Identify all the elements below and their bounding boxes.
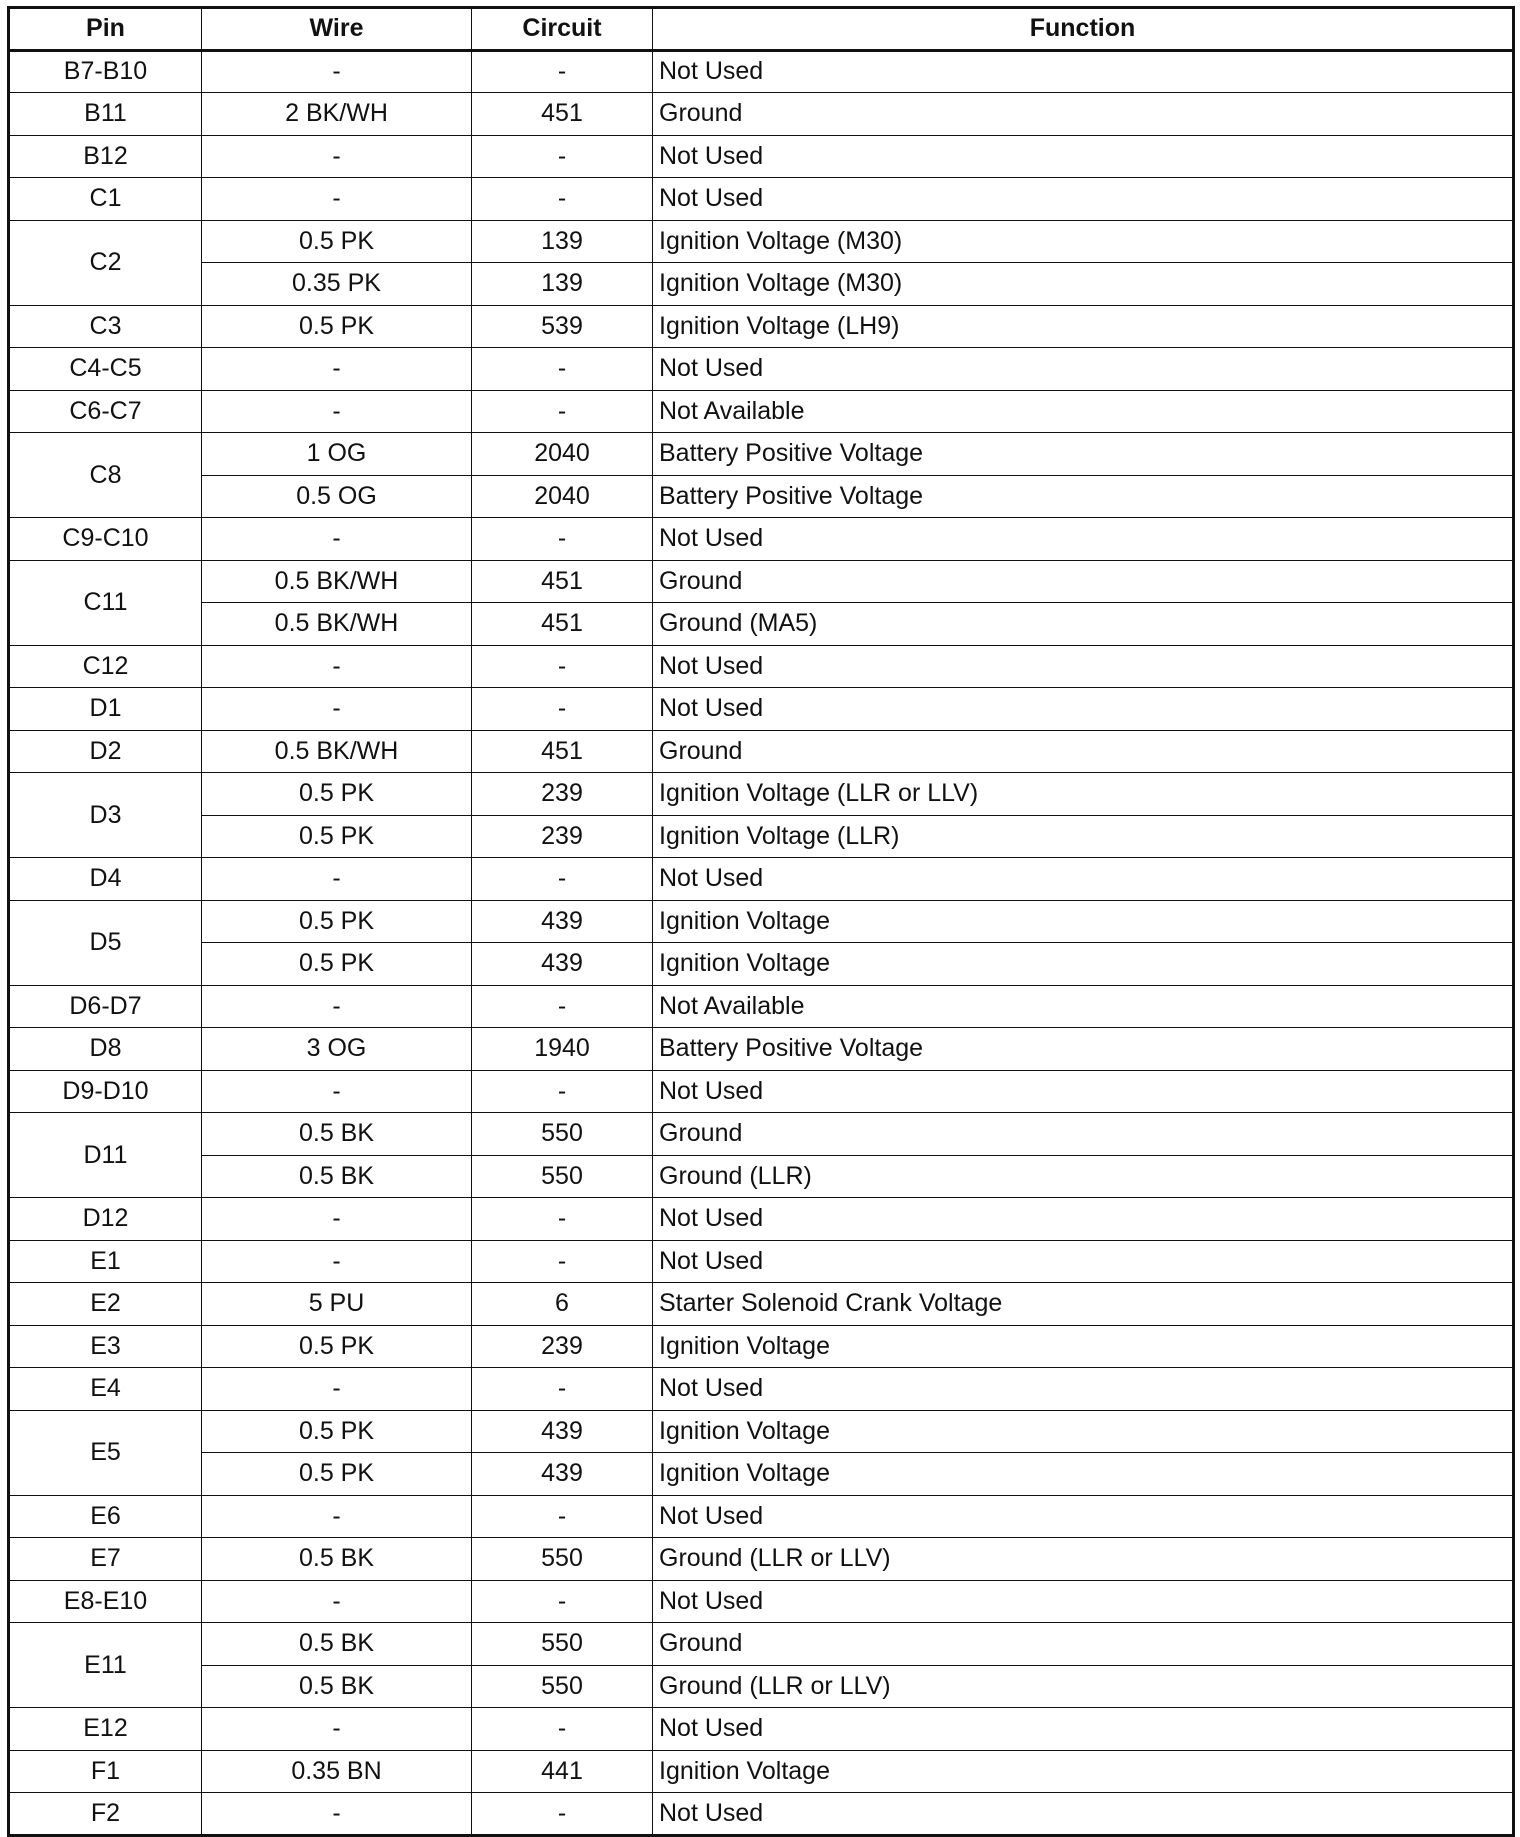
wire-cell: 0.5 BK/WH xyxy=(202,560,472,603)
function-cell: Ground xyxy=(653,730,1514,773)
function-cell: Ground xyxy=(653,93,1514,136)
table-row xyxy=(9,815,1514,858)
table-row xyxy=(9,518,1514,561)
wire-cell: 0.5 PK xyxy=(202,943,472,986)
table-row xyxy=(9,263,1514,306)
wire-cell: 0.5 PK xyxy=(202,220,472,263)
function-cell: Not Used xyxy=(653,1580,1514,1623)
function-cell: Ignition Voltage (M30) xyxy=(653,263,1514,306)
table-row xyxy=(9,603,1514,646)
pin-cell: B12 xyxy=(9,135,202,178)
circuit-cell: 550 xyxy=(472,1155,653,1198)
column-header-function: Function xyxy=(653,8,1514,51)
function-cell: Not Used xyxy=(653,50,1514,93)
circuit-cell: 441 xyxy=(472,1750,653,1793)
circuit-cell: - xyxy=(472,348,653,391)
circuit-cell: - xyxy=(472,390,653,433)
circuit-cell: 2040 xyxy=(472,433,653,476)
table-row xyxy=(9,1028,1514,1071)
pin-cell: C12 xyxy=(9,645,202,688)
pin-cell: D8 xyxy=(9,1028,202,1071)
circuit-cell: 2040 xyxy=(472,475,653,518)
circuit-cell: 451 xyxy=(472,603,653,646)
pin-cell: D9-D10 xyxy=(9,1070,202,1113)
column-header-circuit: Circuit xyxy=(472,8,653,51)
circuit-cell: - xyxy=(472,1708,653,1751)
wire-cell: 3 OG xyxy=(202,1028,472,1071)
pin-cell: E12 xyxy=(9,1708,202,1751)
circuit-cell: 6 xyxy=(472,1283,653,1326)
table-row xyxy=(9,1750,1514,1793)
function-cell: Ignition Voltage xyxy=(653,1750,1514,1793)
function-cell: Not Used xyxy=(653,1240,1514,1283)
wire-cell: - xyxy=(202,135,472,178)
table-row xyxy=(9,773,1514,816)
table-row xyxy=(9,1708,1514,1751)
table-row xyxy=(9,1113,1514,1156)
circuit-cell: - xyxy=(472,645,653,688)
wire-cell: 0.5 BK xyxy=(202,1665,472,1708)
wire-cell: 0.5 BK xyxy=(202,1155,472,1198)
circuit-cell: 439 xyxy=(472,943,653,986)
wire-cell: 0.35 PK xyxy=(202,263,472,306)
wire-cell: - xyxy=(202,1793,472,1836)
wire-cell: 5 PU xyxy=(202,1283,472,1326)
function-cell: Ignition Voltage (LLR) xyxy=(653,815,1514,858)
table-row xyxy=(9,348,1514,391)
wire-cell: - xyxy=(202,178,472,221)
function-cell: Ignition Voltage (LLR or LLV) xyxy=(653,773,1514,816)
function-cell: Ignition Voltage (M30) xyxy=(653,220,1514,263)
circuit-cell: 439 xyxy=(472,900,653,943)
pin-cell: B7-B10 xyxy=(9,50,202,93)
table-row xyxy=(9,645,1514,688)
function-cell: Battery Positive Voltage xyxy=(653,433,1514,476)
circuit-cell: - xyxy=(472,985,653,1028)
table-row xyxy=(9,1495,1514,1538)
pin-cell: C6-C7 xyxy=(9,390,202,433)
circuit-cell: - xyxy=(472,518,653,561)
wire-cell: 0.5 PK xyxy=(202,305,472,348)
table-row xyxy=(9,1198,1514,1241)
wire-cell: - xyxy=(202,1240,472,1283)
function-cell: Not Available xyxy=(653,985,1514,1028)
circuit-cell: 239 xyxy=(472,815,653,858)
pin-cell: D11 xyxy=(9,1113,202,1198)
wire-cell: - xyxy=(202,1495,472,1538)
function-cell: Ignition Voltage (LH9) xyxy=(653,305,1514,348)
function-cell: Not Available xyxy=(653,390,1514,433)
table-row xyxy=(9,1325,1514,1368)
circuit-cell: - xyxy=(472,1580,653,1623)
table-row xyxy=(9,688,1514,731)
wire-cell: 0.5 BK/WH xyxy=(202,730,472,773)
wire-cell: 0.5 PK xyxy=(202,1410,472,1453)
circuit-cell: - xyxy=(472,1495,653,1538)
pin-cell: C8 xyxy=(9,433,202,518)
function-cell: Ignition Voltage xyxy=(653,1410,1514,1453)
table-row xyxy=(9,943,1514,986)
table-row xyxy=(9,730,1514,773)
table-row xyxy=(9,50,1514,93)
wire-cell: - xyxy=(202,390,472,433)
wire-cell: 2 BK/WH xyxy=(202,93,472,136)
wire-cell: - xyxy=(202,50,472,93)
table-header-row xyxy=(9,8,1514,51)
function-cell: Ignition Voltage xyxy=(653,1453,1514,1496)
circuit-cell: - xyxy=(472,1368,653,1411)
function-cell: Ground (LLR) xyxy=(653,1155,1514,1198)
column-header-wire: Wire xyxy=(202,8,472,51)
circuit-cell: - xyxy=(472,1198,653,1241)
wire-cell: 0.5 PK xyxy=(202,1325,472,1368)
wire-cell: - xyxy=(202,985,472,1028)
column-header-pin: Pin xyxy=(9,8,202,51)
pin-cell: D12 xyxy=(9,1198,202,1241)
wire-cell: 0.5 PK xyxy=(202,773,472,816)
wire-cell: 0.35 BN xyxy=(202,1750,472,1793)
function-cell: Not Used xyxy=(653,1793,1514,1836)
function-cell: Battery Positive Voltage xyxy=(653,475,1514,518)
wire-cell: 0.5 BK xyxy=(202,1623,472,1666)
table-row xyxy=(9,1283,1514,1326)
pin-cell: C11 xyxy=(9,560,202,645)
wire-cell: - xyxy=(202,518,472,561)
function-cell: Not Used xyxy=(653,518,1514,561)
circuit-cell: 451 xyxy=(472,93,653,136)
pin-cell: F1 xyxy=(9,1750,202,1793)
table-row xyxy=(9,1665,1514,1708)
pinout-table xyxy=(7,6,1515,1837)
pin-cell: D1 xyxy=(9,688,202,731)
table-row xyxy=(9,1155,1514,1198)
wire-cell: 1 OG xyxy=(202,433,472,476)
pin-cell: C1 xyxy=(9,178,202,221)
wire-cell: - xyxy=(202,688,472,731)
circuit-cell: 451 xyxy=(472,560,653,603)
wire-cell: 0.5 BK xyxy=(202,1113,472,1156)
circuit-cell: - xyxy=(472,688,653,731)
circuit-cell: - xyxy=(472,858,653,901)
table-row xyxy=(9,135,1514,178)
table-row xyxy=(9,1623,1514,1666)
pin-cell: E8-E10 xyxy=(9,1580,202,1623)
pin-cell: D6-D7 xyxy=(9,985,202,1028)
circuit-cell: 1940 xyxy=(472,1028,653,1071)
circuit-cell: - xyxy=(472,135,653,178)
pin-cell: C4-C5 xyxy=(9,348,202,391)
function-cell: Not Used xyxy=(653,1708,1514,1751)
circuit-cell: 139 xyxy=(472,220,653,263)
wire-cell: - xyxy=(202,1070,472,1113)
circuit-cell: 239 xyxy=(472,1325,653,1368)
circuit-cell: - xyxy=(472,1240,653,1283)
table-body xyxy=(9,50,1514,1835)
pin-cell: B11 xyxy=(9,93,202,136)
wire-cell: 0.5 PK xyxy=(202,815,472,858)
function-cell: Ground (LLR or LLV) xyxy=(653,1665,1514,1708)
pin-cell: F2 xyxy=(9,1793,202,1836)
function-cell: Ignition Voltage xyxy=(653,1325,1514,1368)
function-cell: Not Used xyxy=(653,178,1514,221)
pin-cell: E1 xyxy=(9,1240,202,1283)
wire-cell: - xyxy=(202,1708,472,1751)
wire-cell: - xyxy=(202,645,472,688)
function-cell: Ground xyxy=(653,1623,1514,1666)
table-row xyxy=(9,1538,1514,1581)
function-cell: Ground (LLR or LLV) xyxy=(653,1538,1514,1581)
table-row xyxy=(9,560,1514,603)
table-row xyxy=(9,1240,1514,1283)
function-cell: Not Used xyxy=(653,858,1514,901)
wire-cell: 0.5 BK xyxy=(202,1538,472,1581)
table-row xyxy=(9,220,1514,263)
function-cell: Not Used xyxy=(653,1495,1514,1538)
pin-cell: C9-C10 xyxy=(9,518,202,561)
circuit-cell: - xyxy=(472,50,653,93)
circuit-cell: 139 xyxy=(472,263,653,306)
table-row xyxy=(9,305,1514,348)
pin-cell: E11 xyxy=(9,1623,202,1708)
table-row xyxy=(9,433,1514,476)
circuit-cell: 439 xyxy=(472,1453,653,1496)
pin-cell: E4 xyxy=(9,1368,202,1411)
function-cell: Ignition Voltage xyxy=(653,900,1514,943)
pin-cell: E2 xyxy=(9,1283,202,1326)
function-cell: Ground (MA5) xyxy=(653,603,1514,646)
table-row xyxy=(9,900,1514,943)
pin-cell: C3 xyxy=(9,305,202,348)
circuit-cell: 239 xyxy=(472,773,653,816)
table-row xyxy=(9,985,1514,1028)
pin-cell: E7 xyxy=(9,1538,202,1581)
function-cell: Not Used xyxy=(653,645,1514,688)
circuit-cell: 550 xyxy=(472,1623,653,1666)
function-cell: Not Used xyxy=(653,1070,1514,1113)
circuit-cell: 451 xyxy=(472,730,653,773)
table-row xyxy=(9,1793,1514,1836)
wire-cell: - xyxy=(202,1198,472,1241)
pin-cell: E6 xyxy=(9,1495,202,1538)
function-cell: Starter Solenoid Crank Voltage xyxy=(653,1283,1514,1326)
wire-cell: 0.5 BK/WH xyxy=(202,603,472,646)
table-row xyxy=(9,1368,1514,1411)
function-cell: Not Used xyxy=(653,348,1514,391)
pin-cell: E3 xyxy=(9,1325,202,1368)
circuit-cell: 550 xyxy=(472,1665,653,1708)
pin-cell: D4 xyxy=(9,858,202,901)
wire-cell: - xyxy=(202,858,472,901)
table-row xyxy=(9,390,1514,433)
table-row xyxy=(9,1453,1514,1496)
function-cell: Ground xyxy=(653,1113,1514,1156)
table-row xyxy=(9,475,1514,518)
wire-cell: 0.5 PK xyxy=(202,900,472,943)
table-row xyxy=(9,1580,1514,1623)
function-cell: Battery Positive Voltage xyxy=(653,1028,1514,1071)
circuit-cell: 550 xyxy=(472,1538,653,1581)
function-cell: Not Used xyxy=(653,135,1514,178)
table-row xyxy=(9,178,1514,221)
pin-cell: E5 xyxy=(9,1410,202,1495)
table-row xyxy=(9,858,1514,901)
circuit-cell: 539 xyxy=(472,305,653,348)
function-cell: Not Used xyxy=(653,1368,1514,1411)
wire-cell: 0.5 PK xyxy=(202,1453,472,1496)
wire-cell: - xyxy=(202,1368,472,1411)
pin-cell: C2 xyxy=(9,220,202,305)
circuit-cell: - xyxy=(472,1070,653,1113)
table-row xyxy=(9,1070,1514,1113)
circuit-cell: 550 xyxy=(472,1113,653,1156)
pin-cell: D2 xyxy=(9,730,202,773)
function-cell: Not Used xyxy=(653,1198,1514,1241)
table-row xyxy=(9,93,1514,136)
circuit-cell: 439 xyxy=(472,1410,653,1453)
function-cell: Ground xyxy=(653,560,1514,603)
circuit-cell: - xyxy=(472,178,653,221)
wire-cell: 0.5 OG xyxy=(202,475,472,518)
function-cell: Not Used xyxy=(653,688,1514,731)
wire-cell: - xyxy=(202,348,472,391)
table-row xyxy=(9,1410,1514,1453)
wire-cell: - xyxy=(202,1580,472,1623)
pin-cell: D5 xyxy=(9,900,202,985)
function-cell: Ignition Voltage xyxy=(653,943,1514,986)
circuit-cell: - xyxy=(472,1793,653,1836)
pin-cell: D3 xyxy=(9,773,202,858)
